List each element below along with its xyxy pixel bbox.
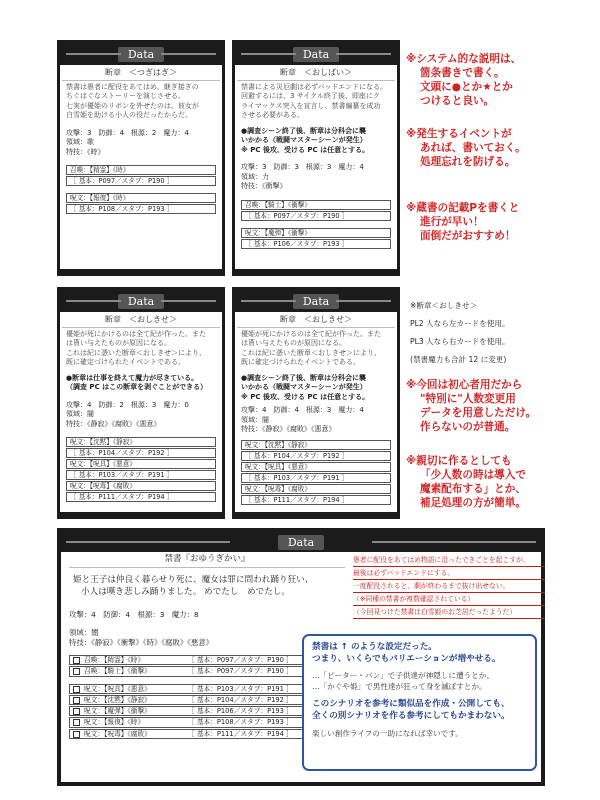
fragment-stats: 攻撃：4 防御：2 根源：3 魔力：0 領域：闇 特技：《静寂》《腐敗》《悪意》 (66, 400, 189, 428)
checkbox[interactable] (73, 657, 80, 664)
slot-entry: 呪文：【呪具】《悪意》 ［ 基本：P103／スタブ：P191 ］ (69, 684, 345, 694)
slot-entry: 呪文：【沈黙】《静寂》 (241, 440, 391, 450)
checkbox[interactable] (73, 668, 80, 675)
data-card-oshikise-3pl (232, 287, 400, 519)
summary-box: 禁書は ↑ のような設定だった。 つまり、いくらでもバリエーションが増やせる。 …「ピーター・パン」で子供達が神隠しに遭うとか、 …「かぐや姫」で男性達が狂って身を滅ぼすとか。 このシナリオを参考に類似品を作成・公開しても、 全くの別シナリオを作る参考にしてもかまわない。 楽しい創作ライフの一助になれば幸いです。 (302, 634, 537, 771)
card-header: Data (235, 43, 397, 65)
fragment-name: 断章 ＜つぎはぎ＞ (62, 68, 220, 81)
fragment-description: 優姫が死にかけるのは全て紀が作った。また は貰い与えたものが原因になる。 これは紀に憑いた断章＜おしきせ＞により、 既に確定づけられたイベントである。 (241, 329, 381, 366)
card-body (60, 312, 222, 512)
slot-entry: 召喚：【精霊】《時》 ［ 基本：P097／スタブ：P190 ］ (69, 655, 345, 665)
slot-entry: 呪文：【沈黙】《静寂》 (66, 437, 216, 447)
slot-entry: 召喚：【騎士】《衝撃》 (241, 200, 391, 210)
data-card-oshibai (232, 40, 400, 276)
note-book-pages: ※蔵書の記載Pを書くと 進行が早い！ 面倒だがおすすめ！ (406, 202, 520, 242)
slot-entry: 呪文：【報復】《時》 (66, 193, 216, 203)
checkbox[interactable] (73, 719, 80, 726)
fragment-stats: 攻撃：4 防御：4 根源：3 魔力：4 領域：闇 特技：《静寂》《腐敗》《悪意》 (241, 406, 364, 433)
data-card-tsugihagi (57, 40, 225, 276)
slot-entry: 呪文：【呪具】《悪意》 (241, 462, 391, 472)
slot-entry: 召喚：【騎士】《衝撃》 ［ 基本：P097／スタブ：P190 ］ (69, 666, 345, 676)
data-card-oshikise-2pl (57, 287, 225, 519)
slot-entry: 呪文：【呪毒】《腐敗》 ［ 基本：P111／スタブ：P194 ］ (69, 729, 345, 739)
card-body (235, 65, 397, 269)
note-beginner: ※今回は初心者用だから "特別に"人数変更用 データを用意しただけ。 作らないのが普通。 (406, 379, 537, 433)
note-system-description: ※システム的な説明は、 箇条書きで書く。 文頭に●とか★とか つけると良い。 (406, 53, 522, 107)
card-header: Data (60, 290, 222, 312)
card-body (60, 65, 222, 269)
spell-slots: 召喚：【騎士】《衝撃》 ［ 基本：P097／スタブ：P190 ］ 呪文：【魔弾】《衝撃》 ［ 基本：P106／スタブ：P193 ］ (241, 200, 391, 249)
note-kindness: ※親切に作るとしても 「少人数の時は導入で 魔素配布する」とか、 補足処理の方が簡単。 (406, 455, 526, 509)
card-header: Data (235, 290, 397, 312)
checkbox[interactable] (73, 686, 80, 693)
book-skills: 特技：《静寂》《衝撃》《時》《腐敗》《悪意》 (69, 638, 214, 647)
slot-entry: 呪文：【魔弾】《衝撃》 ［ 基本：P106／スタブ：P193 ］ (69, 706, 345, 716)
handwritten-story: 姫と王子は仲良く暮らせり死に、魔女は罪に問われ踊り狂い、 小人は嘆き悲しみ踊りました。 めでたし めでたし。 (73, 575, 314, 597)
book-right-notes: 愚者に配役をあてはめ物語に沿ったできごとを起こすが、 最後は必ずバッドエンドにする。 一度配役されると、劇が終わるまで抜け出せない。 （※同種の禁書が複数確認されている） （今回見つけた禁書は白雪姫のお芝居だったようだ） (353, 554, 545, 619)
event-note: ●調査シーン終了後、断章は分科会に襲 いかかる（戦闘マスターシーンが発生） ※ PC 後攻、受ける PC は任意とする。 (241, 126, 370, 154)
fragment-description: 禁書による災厄劇は必ずバッドエンドになる。 回避するには、3 サイクル終了後、即座にク ライマックス突入を宣言し、禁書編纂を成功 させる必要がある。 (241, 82, 388, 119)
slot-entry: 呪文：【報復】《時》 ［ 基本：P108／スタブ：P193 ］ (69, 717, 345, 727)
fragment-name: 断章 ＜おしきせ＞ (62, 315, 220, 328)
spell-slots: 召喚：【精霊】《時》 ［ 基本：P097／スタブ：P190 ］ 呪文：【報復】《時》 ［ 基本：P108／スタブ：P193 ］ (66, 165, 216, 214)
fragment-stats: 攻撃：3 防御：4 根源：2 魔力：4 領域：歌 特技：《時》 (66, 128, 189, 156)
slot-entry: 呪文：【呪具】《悪意》 (66, 459, 216, 469)
fragment-name: 断章 ＜おしばい＞ (237, 68, 395, 81)
slot-entry: 呪文：【魔弾】《衝撃》 (241, 228, 391, 238)
slot-entry: 呪文：【呪毒】《腐敗》 (241, 484, 391, 494)
checkbox[interactable] (73, 697, 80, 704)
slot-entry: 呪文：【呪毒】《腐敗》 (66, 481, 216, 491)
checkbox[interactable] (73, 708, 80, 715)
fragment-stats: 攻撃：3 防御：3 根源：3 魔力：4 領域：力 特技：《衝撃》 (241, 163, 364, 190)
checkbox[interactable] (73, 731, 80, 738)
slot-entry: 召喚：【精霊】《時》 (66, 165, 216, 175)
spell-slots: 呪文：【沈黙】《静寂》 ［ 基本：P104／スタブ：P192 ］ 呪文：【呪具】《悪意》 ［ 基本：P103／スタブ：P191 ］ 呪文：【呪毒】《腐敗》 ［ 基本：P111／スタブ：P194 ］ (66, 437, 216, 502)
slot-entry: 呪文：【沈黙】《静寂》 ［ 基本：P104／スタブ：P192 ］ (69, 695, 345, 705)
fragment-name: 断章 ＜おしきせ＞ (237, 315, 395, 328)
card-header: Data (60, 43, 222, 65)
spell-slots: 呪文：【沈黙】《静寂》 ［ 基本：P104／スタブ：P192 ］ 呪文：【呪具】《悪意》 ［ 基本：P103／スタブ：P191 ］ 呪文：【呪毒】《腐敗》 ［ 基本：P111／スタブ：P194 ］ (241, 440, 391, 505)
event-note: ●断章は仕事を終えて魔力が尽きている。 （調査 PC はこの断章を剥ぐことができる） (66, 373, 208, 391)
event-note: ●調査シーン終了後、断章は分科会に襲 いかかる（戦闘マスターシーンが発生） ※ PC 後攻、受ける PC は任意とする。 (241, 373, 370, 401)
book-domain: 領域：闇 (69, 628, 99, 637)
card-header: Data (60, 531, 542, 553)
book-title: 禁書『おゆうぎかい』 (69, 554, 345, 568)
fragment-description: 禁書は愚者に配役をあてはめ、継ぎ接ぎの ちぐはぐなストーリーを演じさせる。 七実が優姫のリボンを外せたのは、彼女が 白雪姫を助ける小人の役だったからだ。 (66, 82, 199, 119)
note-oshikise-usage: ※断章＜おしきせ＞ PL2 人なら左カードを使用。 PL3 人なら右カードを使用。 (禁書魔力も合計 12 に変更) (410, 301, 510, 364)
card-body (235, 312, 397, 512)
book-stats: 攻撃：4 防御：4 根源：3 魔力：8 (69, 610, 199, 619)
note-events: ※発生するイベントが あれば、書いておく。 処理忘れを防げる。 (406, 128, 526, 168)
fragment-description: 優姫が死にかけるのは全て紀が作った。また は貰い与えたものが原因になる。 これは紀に憑いた断章＜おしきせ＞により、 既に確定づけられたイベントである。 (66, 329, 206, 366)
